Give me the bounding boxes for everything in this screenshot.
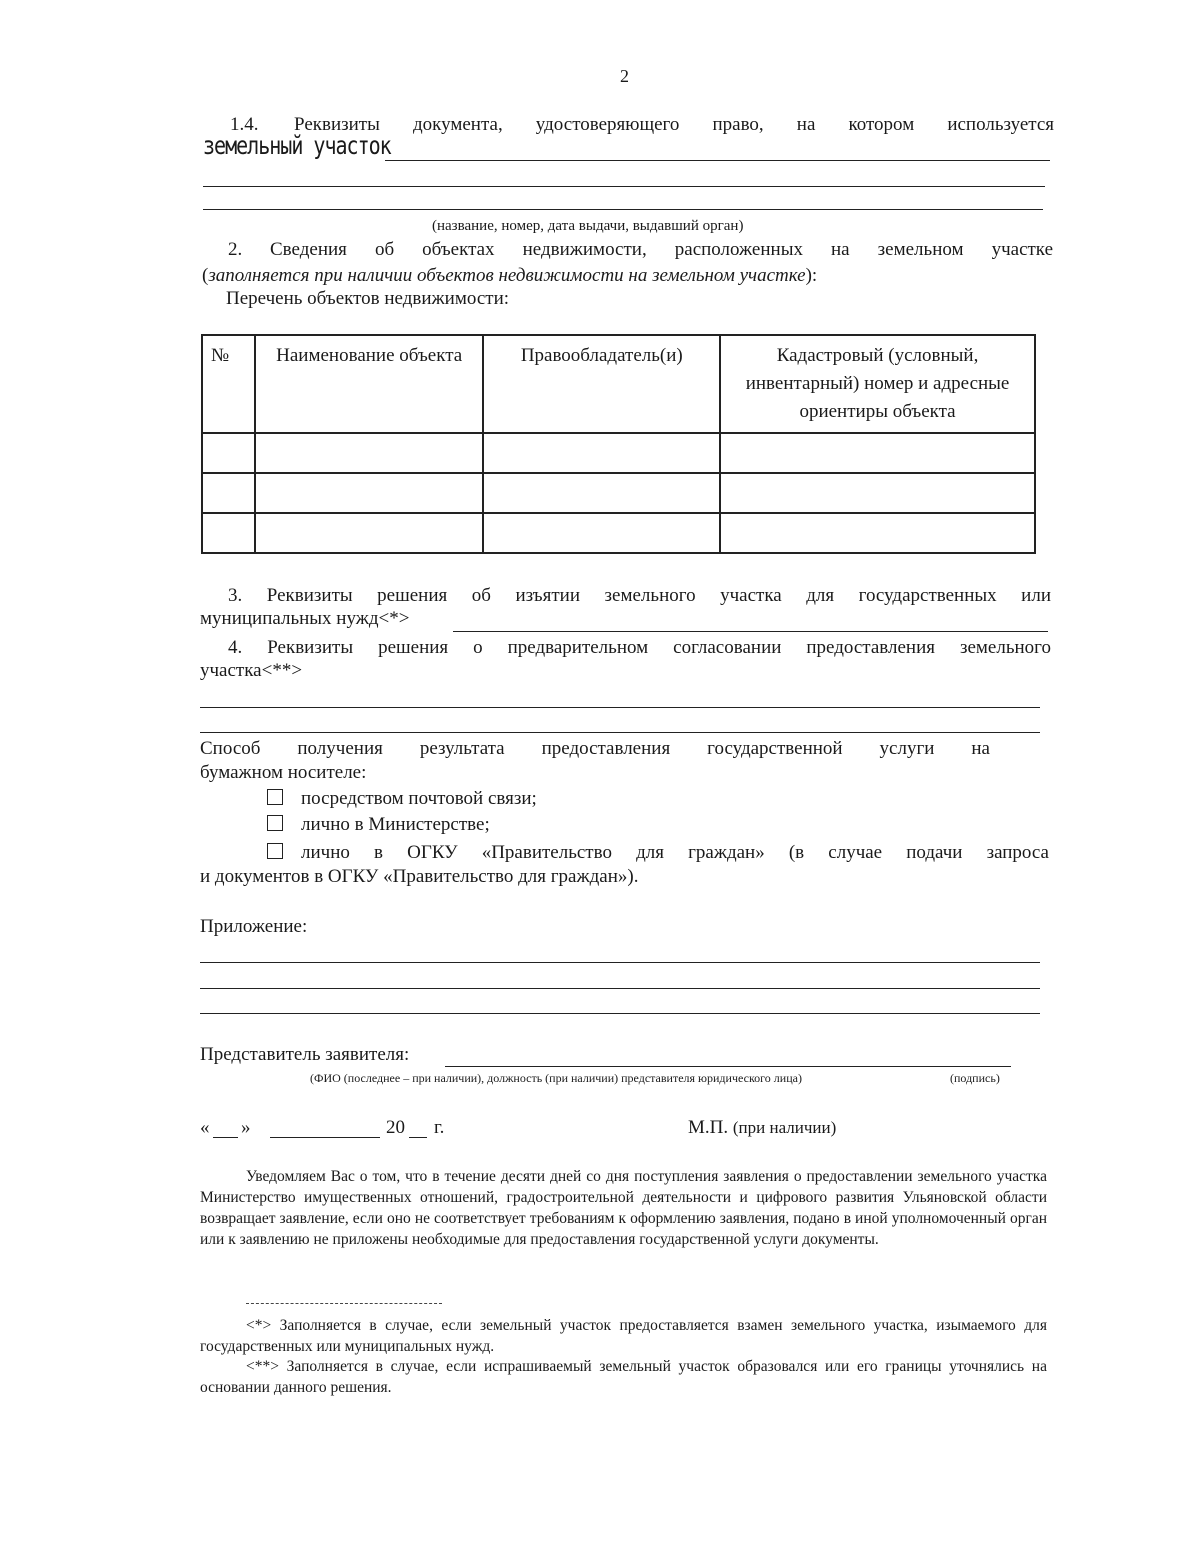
stamp-label: [688, 1116, 836, 1140]
table-cell[interactable]: [202, 433, 255, 473]
date-day-line[interactable]: [213, 1137, 238, 1138]
section-2-line1: Сведения об объектах недвижимости, расположенных на земельном участке: [270, 239, 1053, 260]
option-post[interactable]: [267, 787, 537, 811]
table-cell[interactable]: [483, 433, 720, 473]
fill-line: [385, 160, 1050, 161]
column-header-number: №: [202, 335, 255, 433]
table-cell[interactable]: [255, 513, 484, 553]
fill-line: [200, 707, 1040, 708]
section-4-line1: 4. Реквизиты решения о предварительном согласовании предоставления земельного: [228, 637, 1051, 658]
table-cell[interactable]: [202, 473, 255, 513]
option-ministry[interactable]: [267, 813, 490, 837]
document-caption: (название, номер, дата выдачи, выдавший орган): [432, 218, 744, 234]
section-1-4-text: Реквизиты документа, удостоверяющего право, на котором используется: [294, 114, 1054, 135]
section-2-line2: [202, 264, 817, 288]
option-ogku-label: лично в ОГКУ «Правительство для граждан» (в случае подачи запроса: [301, 842, 1049, 863]
column-header-object-name: Наименование объекта: [255, 335, 484, 433]
table-cell[interactable]: [483, 513, 720, 553]
table-cell[interactable]: [720, 473, 1035, 513]
date-day-open-quote: «: [200, 1117, 210, 1138]
footnote-1: <*> Заполняется в случае, если земельный участок предоставляется взамен земельного участка, изымаемого для государственных или муниципальных нужд.: [200, 1317, 1047, 1355]
fill-line: [200, 962, 1040, 963]
table-row: [202, 433, 1035, 473]
representative-caption: (ФИО (последнее – при наличии), должность (при наличии) представителя юридического лица): [310, 1071, 802, 1085]
column-header-rightholder: Правообладатель(и): [483, 335, 720, 433]
option-ogku-continued: и документов в ОГКУ «Правительство для граждан»).: [200, 866, 639, 887]
signature-caption: (подпись): [950, 1071, 1000, 1085]
objects-list-title: Перечень объектов недвижимости:: [226, 288, 510, 309]
fill-line: [203, 186, 1045, 187]
column-header-cadastral-number: Кадастровый (условный, инвентарный) номер и адресные ориентиры объекта: [720, 335, 1035, 433]
section-2-number: 2.: [228, 239, 243, 260]
checkbox[interactable]: [267, 815, 283, 831]
date-year-suffix: г.: [434, 1117, 445, 1138]
footnote-separator: [246, 1303, 442, 1304]
option-ministry-label: лично в Министерстве;: [301, 814, 490, 835]
section-1-4-number: 1.4.: [230, 114, 259, 135]
stamp-note: (при наличии): [732, 1118, 837, 1137]
table-row: [202, 513, 1035, 553]
delivery-method-line1: Способ получения результата предоставления государственной услуги на: [200, 738, 990, 759]
real-estate-objects-table: [201, 334, 1036, 554]
date-year-prefix: 20: [386, 1117, 405, 1138]
paren-close: ):: [805, 265, 818, 286]
table-row: [202, 473, 1035, 513]
fill-line: [453, 631, 1048, 632]
table-header-row: [202, 335, 1035, 433]
option-post-label: посредством почтовой связи;: [301, 788, 537, 809]
fill-line: [200, 988, 1040, 989]
section-3-line2: муниципальных нужд<*>: [200, 608, 410, 629]
date-year-line[interactable]: [409, 1137, 427, 1138]
date-day-close-quote: »: [241, 1117, 251, 1138]
fill-line: [203, 209, 1043, 210]
fill-line: [200, 1013, 1040, 1014]
paren-open: (: [202, 265, 209, 286]
fill-line: [200, 732, 1040, 733]
option-ogku[interactable]: [267, 841, 1049, 865]
delivery-method-line2: бумажном носителе:: [200, 762, 367, 783]
table-cell[interactable]: [255, 473, 484, 513]
table-cell[interactable]: [255, 433, 484, 473]
handwritten-land-plot: земельный участок: [203, 130, 391, 160]
section-2-italic-note: заполняется при наличии объектов недвижимости на земельном участке: [208, 265, 806, 286]
section-3-line1: 3. Реквизиты решения об изъятии земельного участка для государственных или: [228, 585, 1051, 606]
page-number: 2: [620, 66, 629, 86]
date-month-line[interactable]: [270, 1137, 380, 1138]
representative-signature-line[interactable]: [445, 1066, 1011, 1067]
checkbox[interactable]: [267, 843, 283, 859]
checkbox[interactable]: [267, 789, 283, 805]
footnote-2: <**> Заполняется в случае, если испрашиваемый земельный участок образовался или его границы уточнялись на основании данного решения.: [200, 1358, 1047, 1396]
representative-label: Представитель заявителя:: [200, 1044, 410, 1065]
table-cell[interactable]: [720, 513, 1035, 553]
notice-paragraph: Уведомляем Вас о том, что в течение десяти дней со дня поступления заявления о предоставлении земельного участка Министерство имущественных отношений, градостроительной деятельности и цифрового развития Ульяновской области возвращает заявление, если оно не соответствует требованиям к оформлению заявления, подано в иной уполномоченный орган или к заявлению не приложены необходимые для предоставления государственной услуги документы.: [200, 1168, 1047, 1248]
table-cell[interactable]: [720, 433, 1035, 473]
attachment-label: Приложение:: [200, 916, 308, 937]
stamp-text: М.П.: [688, 1117, 729, 1138]
table-cell[interactable]: [202, 513, 255, 553]
table-cell[interactable]: [483, 473, 720, 513]
section-4-line2: участка<**>: [200, 660, 303, 681]
